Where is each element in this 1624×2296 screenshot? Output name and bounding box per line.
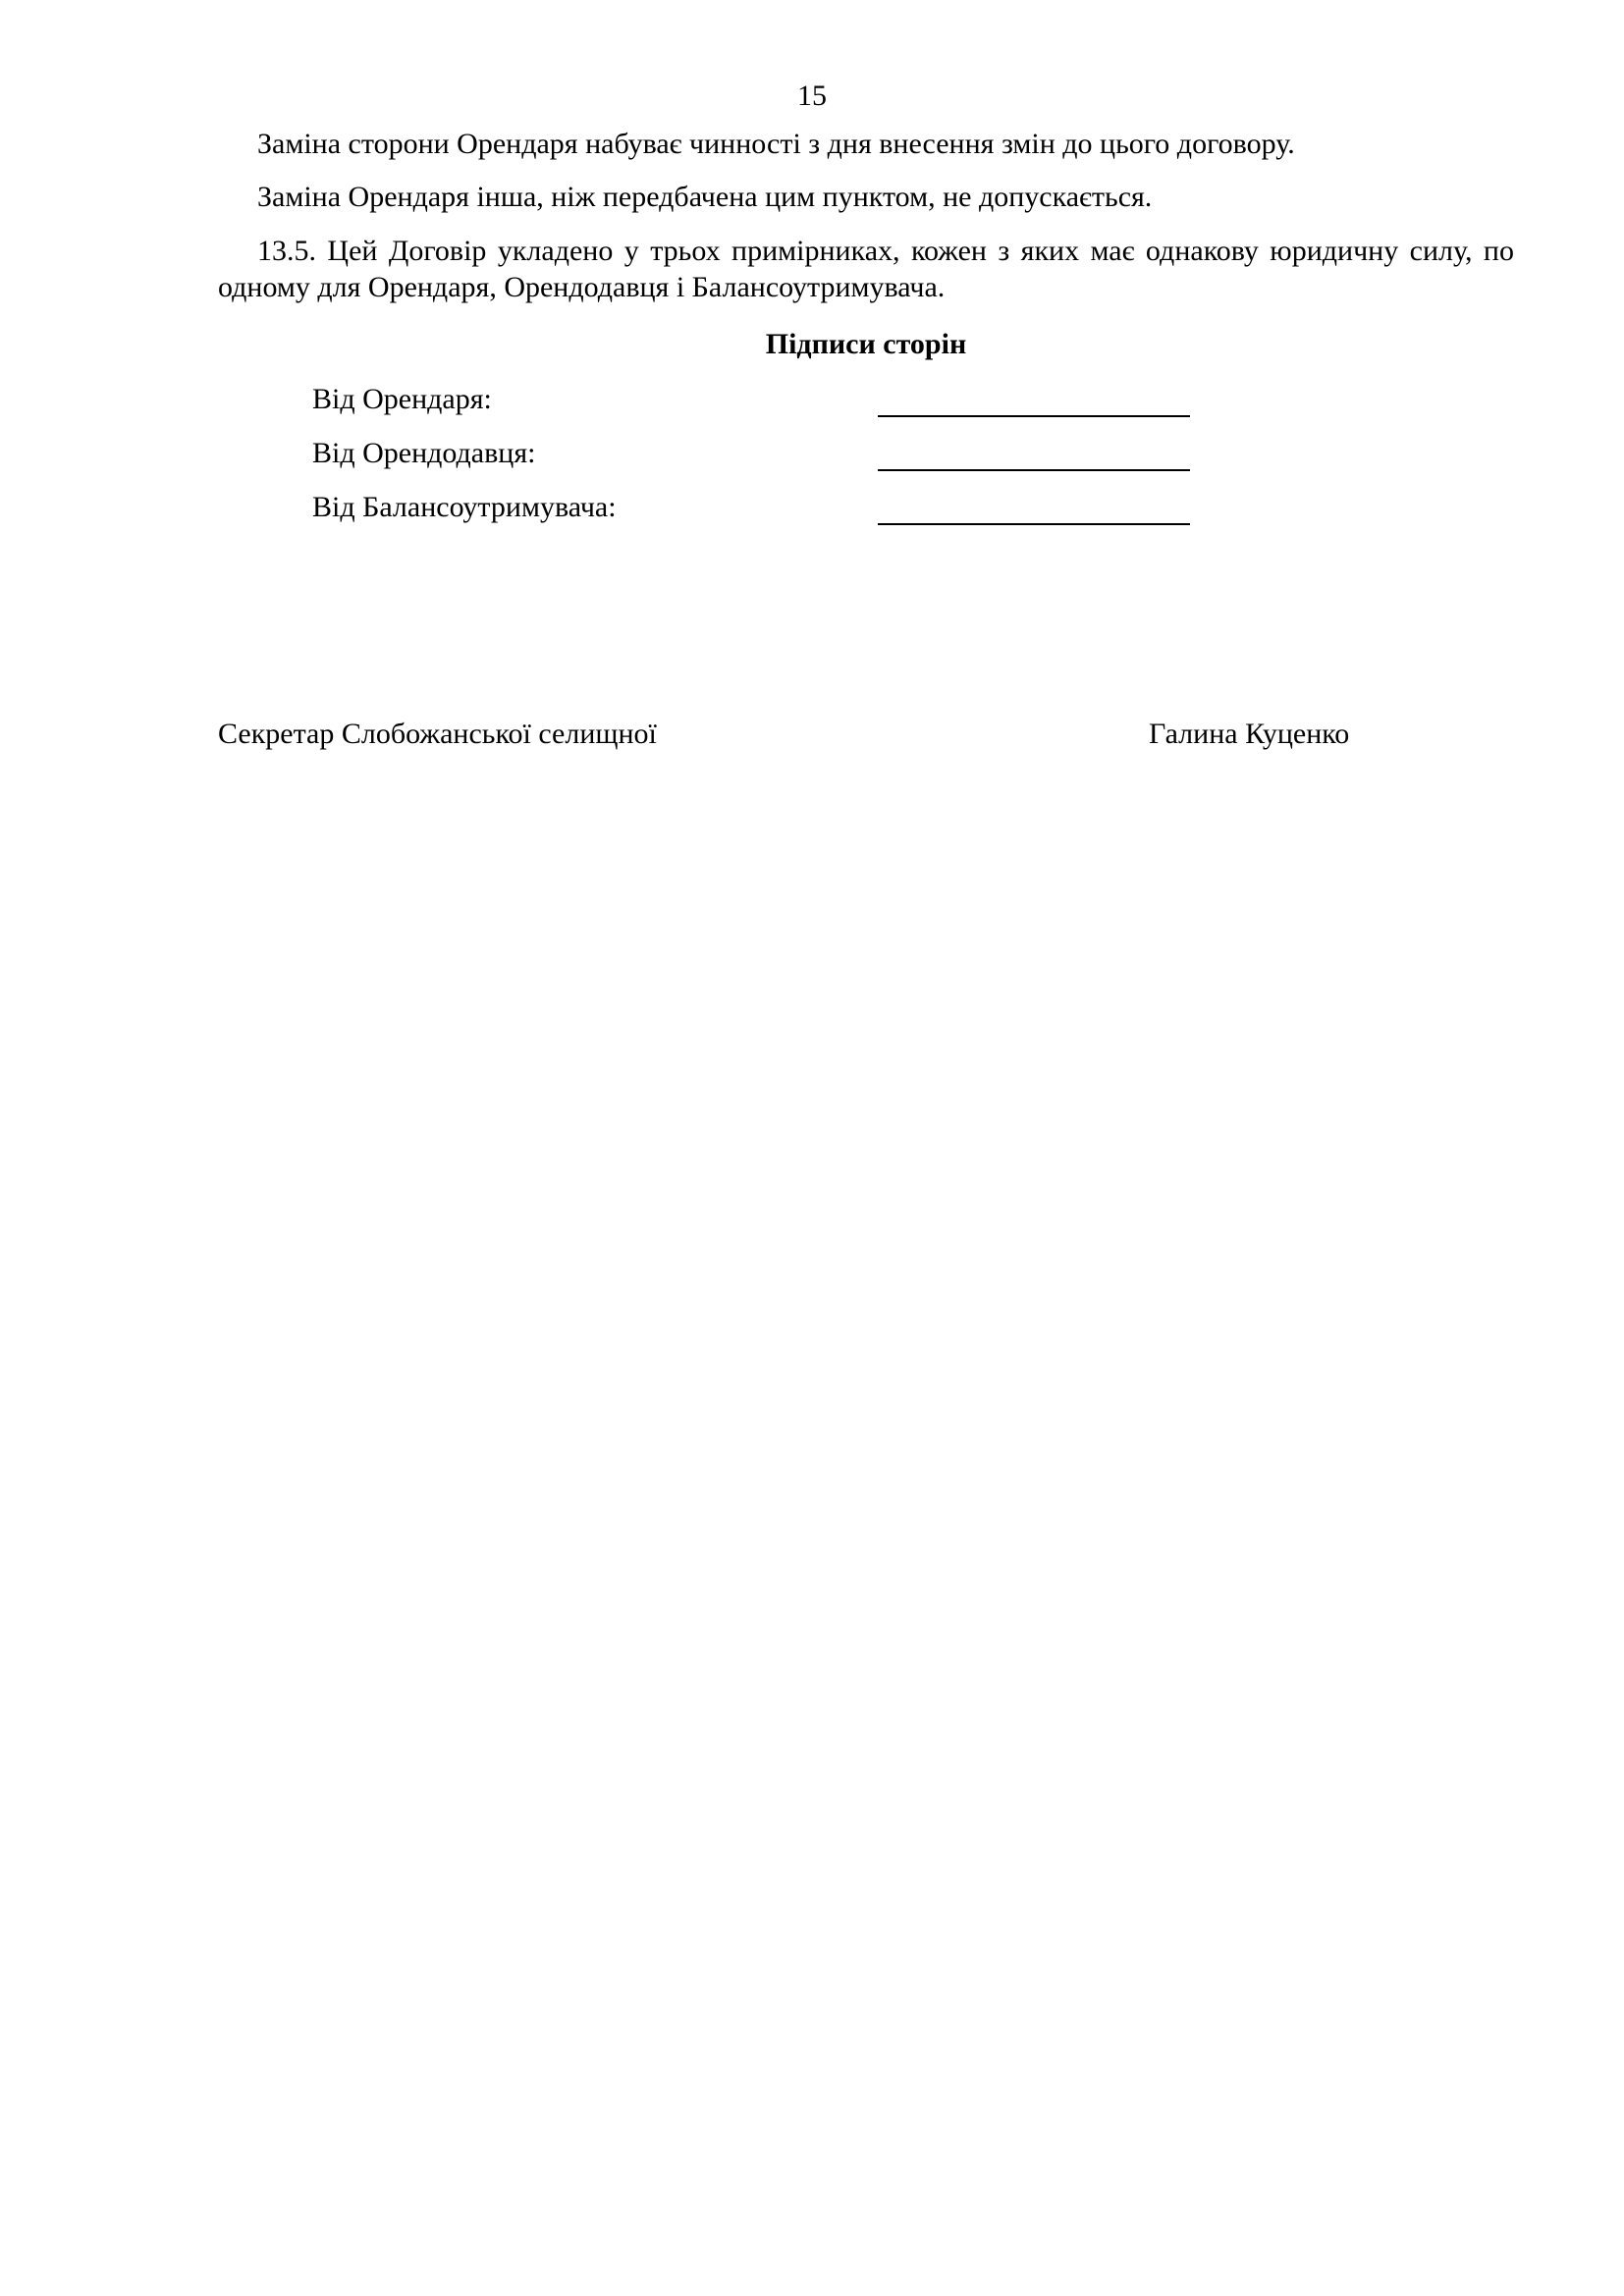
signature-row-tenant (312, 382, 1196, 421)
signature-label: Від Балансоутримувача: (312, 491, 617, 523)
signature-row-landlord (312, 436, 1196, 475)
signature-line (878, 469, 1190, 471)
signature-label: Від Орендодавця: (312, 437, 536, 469)
signatures-heading: Підписи сторін (765, 328, 967, 360)
signature-label: Від Орендаря: (312, 383, 492, 415)
footer-signatory-name: Галина Куценко (1149, 718, 1350, 750)
signature-line (878, 415, 1190, 417)
signature-row-balance-holder (312, 490, 1196, 529)
footer-position: Секретар Слобожанської селищної (218, 718, 657, 750)
paragraph-13-5-copies: 13.5. Цей Договір укладено у трьох примірниках, кожен з яких має однакову юридичну силу, по одному для Орендаря, Орендодавця і Балансоутримувача. (218, 235, 1514, 303)
signature-line (878, 523, 1190, 525)
paragraph-tenant-replacement-restriction: Заміна Орендаря інша, ніж передбачена цим пунктом, не допускається. (257, 181, 1153, 213)
paragraph-tenant-replacement-effective: Заміна сторони Орендаря набуває чинності з дня внесення змін до цього договору. (257, 128, 1295, 160)
page-number: 15 (797, 80, 827, 112)
